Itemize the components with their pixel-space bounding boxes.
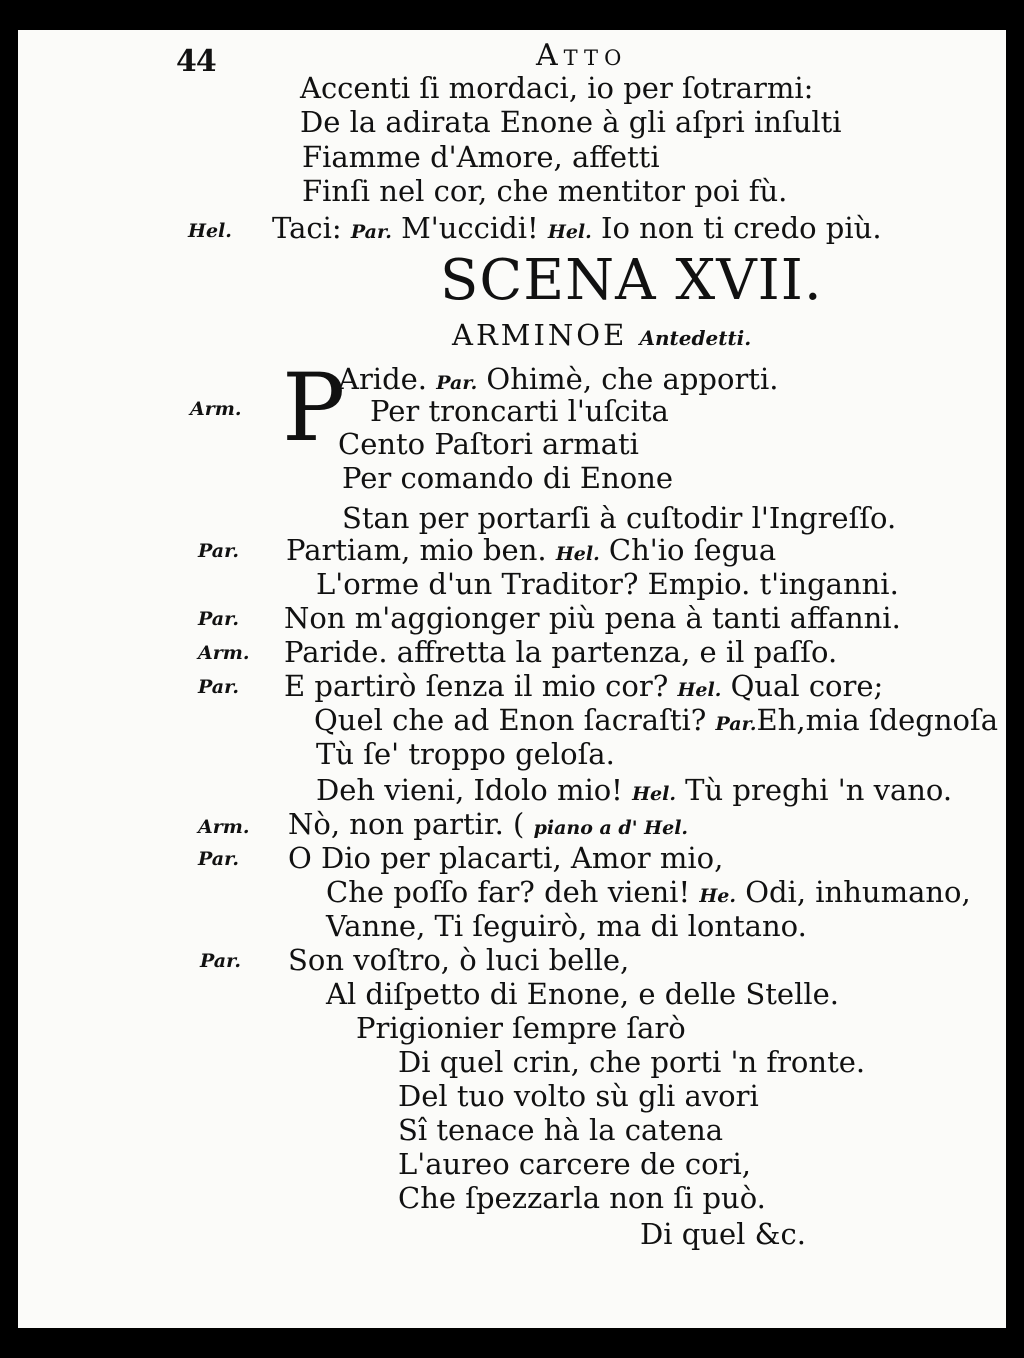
verse-line: Aride. Par. Ohimè, che apporti. <box>338 362 779 396</box>
verse-line: Al diſpetto di Enone, e delle Stelle. <box>326 977 840 1011</box>
speaker-label: Par. <box>198 608 239 630</box>
speaker-label: Arm. <box>190 398 242 420</box>
verse-line: Di quel crin, che porti 'n fronte. <box>398 1045 866 1079</box>
verse-line: Paride. affretta la partenza, e il paſſo. <box>284 635 838 669</box>
speaker-label: Par. <box>198 676 239 698</box>
verse-line: L'aureo carcere de cori, <box>398 1147 751 1181</box>
drop-cap: P <box>282 354 346 463</box>
running-head: Atto <box>536 38 628 73</box>
verse-line: Per comando di Enone <box>342 461 674 495</box>
verse-line: Quel che ad Enon ſacraſti? Par.Eh,mia ſdegnoſa <box>314 703 999 737</box>
verse-line: Tù ſe' troppo geloſa. <box>316 737 615 771</box>
speaker-label: Par. <box>198 848 239 870</box>
scene-title: SCENA XVII. <box>440 248 823 313</box>
scan-border-left <box>0 0 18 1358</box>
scan-border-right <box>1006 0 1024 1358</box>
speaker-label: Par. <box>200 950 241 972</box>
speaker-label: Arm. <box>198 816 250 838</box>
verse-line: O Dio per placarti, Amor mio, <box>288 841 724 875</box>
verse-line: Taci: Par. M'uccidi! Hel. Io non ti credo più. <box>272 211 882 245</box>
verse-line: Cento Paſtori armati <box>338 427 639 461</box>
verse-line: Che ſpezzarla non ſi può. <box>398 1181 766 1215</box>
verse-line: L'orme d'un Traditor? Empio. t'inganni. <box>316 567 899 601</box>
verse-line: Vanne, Ti ſeguirò, ma di lontano. <box>326 909 807 943</box>
verse-line: De la adirata Enone à gli aſpri inſulti <box>300 105 842 139</box>
speaker-label: Par. <box>198 540 239 562</box>
verse-line: Per troncarti l'uſcita <box>370 394 669 428</box>
verse-line: Accenti ſi mordaci, io per ſotrarmi: <box>300 71 814 105</box>
verse-line: Fiamme d'Amore, affetti <box>302 140 660 174</box>
scan-border-top <box>0 0 1024 30</box>
verse-line: Del tuo volto sù gli avori <box>398 1079 759 1113</box>
verse-line: Sî tenace hà la catena <box>398 1113 724 1147</box>
verse-line: Di quel &c. <box>640 1217 806 1251</box>
verse-line: Finſi nel cor, che mentitor poi fù. <box>302 174 788 208</box>
verse-line: Non m'aggionger più pena à tanti affanni. <box>284 601 901 635</box>
verse-line: Partiam, mio ben. Hel. Ch'io ſegua <box>286 533 777 567</box>
verse-line: Prigionier ſempre ſarò <box>356 1011 686 1045</box>
verse-line: E partirò ſenza il mio cor? Hel. Qual core; <box>284 669 884 703</box>
speaker-label: Hel. <box>188 220 232 242</box>
verse-line: Che poſſo far? deh vieni! He. Odi, inhumano, <box>326 875 971 909</box>
speaker-label: Arm. <box>198 642 250 664</box>
verse-line: Son voſtro, ò luci belle, <box>288 943 630 977</box>
verse-line: Nò, non partir. ( piano a d' Hel. <box>288 807 689 841</box>
scan-border-bottom <box>0 1328 1024 1358</box>
page-number: 44 <box>176 44 216 79</box>
verse-line: Deh vieni, Idolo mio! Hel. Tù preghi 'n vano. <box>316 773 953 807</box>
scene-characters: ARMINOE Antedetti. <box>452 318 752 352</box>
verse-line: Stan per portarſi à cuſtodir l'Ingreſſo. <box>342 501 897 535</box>
